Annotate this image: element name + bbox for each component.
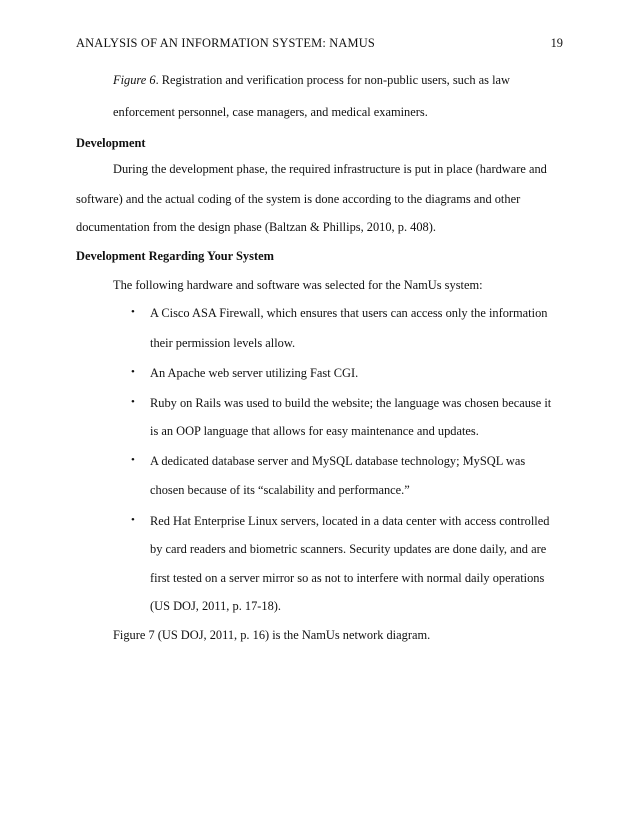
bullet-marker-2: •	[131, 366, 135, 378]
figure-label: Figure 6	[113, 73, 156, 87]
running-head: ANALYSIS OF AN INFORMATION SYSTEM: NAMUS	[76, 36, 376, 50]
bullet-marker-5: •	[131, 514, 135, 526]
bullet-5-line-1: Red Hat Enterprise Linux servers, located in a data center with access controlled	[150, 514, 550, 528]
paragraph-line-3: documentation from the design phase (Baltzan & Phillips, 2010, p. 408).	[76, 220, 436, 234]
bullet-1-line-1: A Cisco ASA Firewall, which ensures that users can access only the information	[150, 306, 548, 320]
bullet-4-line-2: chosen because of its “scalability and performance.”	[150, 483, 410, 497]
bullet-3-line-1: Ruby on Rails was used to build the website; the language was chosen because it	[150, 396, 552, 410]
bullet-marker-1: •	[131, 306, 135, 318]
figure-caption-line-2: enforcement personnel, case managers, and medical examiners.	[113, 105, 428, 119]
bullet-3-line-2: is an OOP language that allows for easy maintenance and updates.	[150, 424, 479, 438]
bullet-2-line-1: An Apache web server utilizing Fast CGI.	[150, 366, 359, 380]
figure-caption-text: . Registration and verification process for non-public users, such as law	[155, 73, 510, 87]
paragraph-line-1: During the development phase, the required infrastructure is put in place (hardware and	[113, 162, 547, 176]
section-heading-development-system: Development Regarding Your System	[76, 249, 274, 263]
bullet-5-line-3: first tested on a server mirror so as not to interfere with normal daily operations	[150, 571, 545, 585]
page-number: 19	[550, 36, 563, 50]
bullet-5-line-4: (US DOJ, 2011, p. 17-18).	[150, 599, 282, 613]
paragraph-line-2: software) and the actual coding of the system is done according to the diagrams and other	[76, 192, 521, 206]
bullet-5-line-2: by card readers and biometric scanners. Security updates are done daily, and are	[150, 542, 547, 556]
bullet-marker-4: •	[131, 454, 135, 466]
intro-paragraph: The following hardware and software was selected for the NamUs system:	[113, 278, 483, 292]
section-heading-development: Development	[76, 136, 146, 150]
bullet-4-line-1: A dedicated database server and MySQL database technology; MySQL was	[150, 454, 526, 468]
closing-paragraph: Figure 7 (US DOJ, 2011, p. 16) is the NamUs network diagram.	[113, 628, 431, 642]
figure-caption-line-1	[113, 73, 510, 88]
bullet-marker-3: •	[131, 396, 135, 408]
bullet-1-line-2: their permission levels allow.	[150, 336, 296, 350]
